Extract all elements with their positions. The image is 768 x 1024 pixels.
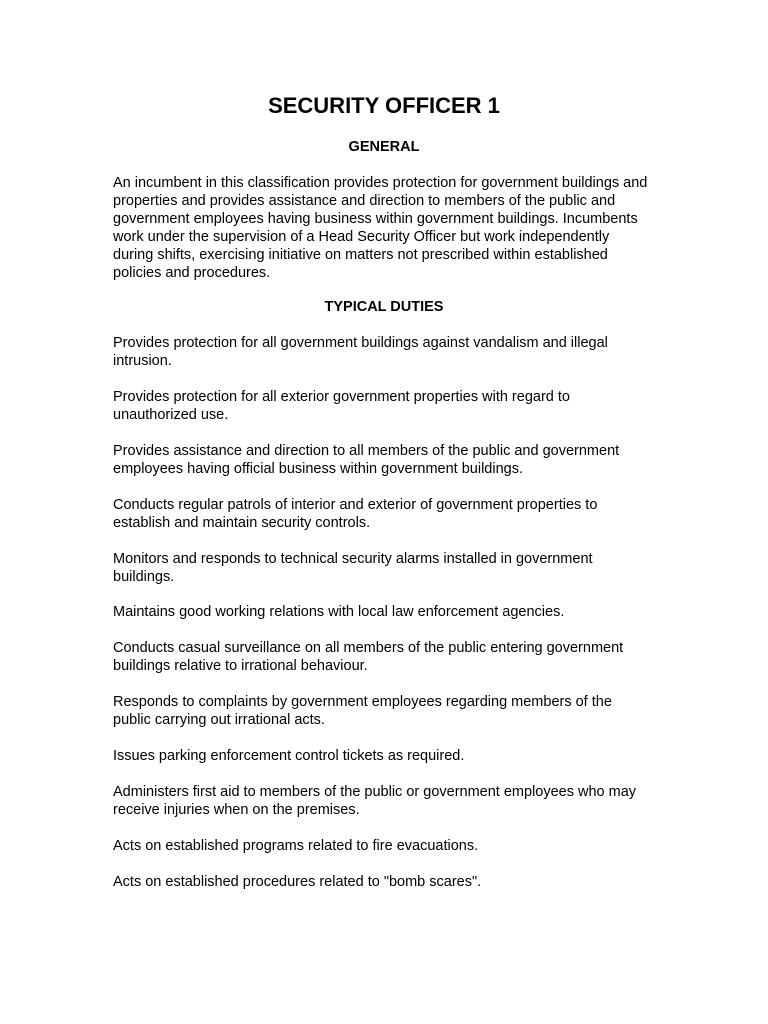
duty-item: Monitors and responds to technical security alarms installed in government buildings. [113,551,593,585]
duty-item: Acts on established procedures related to "bomb scares". [113,874,482,890]
duty-item: Provides protection for all government buildings against vandalism and illegal intrusion. [113,335,608,369]
duty-item: Issues parking enforcement control tickets as required. [113,748,465,764]
duty-item: Provides protection for all exterior government properties with regard to unauthorized use. [113,389,570,423]
duty-item: Maintains good working relations with local law enforcement agencies. [113,604,565,620]
duty-item: Provides assistance and direction to all members of the public and government employees having official business within government buildings. [113,443,620,477]
duty-item: Administers first aid to members of the public or government employees who may receive injuries when on the premises. [113,784,637,818]
duty-item: Conducts regular patrols of interior and exterior of government properties to establish and maintain security controls. [113,497,598,531]
duty-item: Conducts casual surveillance on all members of the public entering government buildings relative to irrational behaviour. [113,640,624,674]
general-paragraph: An incumbent in this classification provides protection for government buildings and properties and provides assistance and direction to members of the public and government employees having business within government buildings. Incumbents work under the supervision of a Head Security Officer but work independently during shifts, exercising initiative on matters not prescribed within established policies and procedures. [113,175,648,281]
duty-item: Responds to complaints by government employees regarding members of the public carrying out irrational acts. [113,694,612,728]
document-title: SECURITY OFFICER 1 [268,93,500,118]
general-heading: GENERAL [348,139,420,155]
typical-duties-heading: TYPICAL DUTIES [324,299,444,315]
duty-item: Acts on established programs related to fire evacuations. [113,838,479,854]
